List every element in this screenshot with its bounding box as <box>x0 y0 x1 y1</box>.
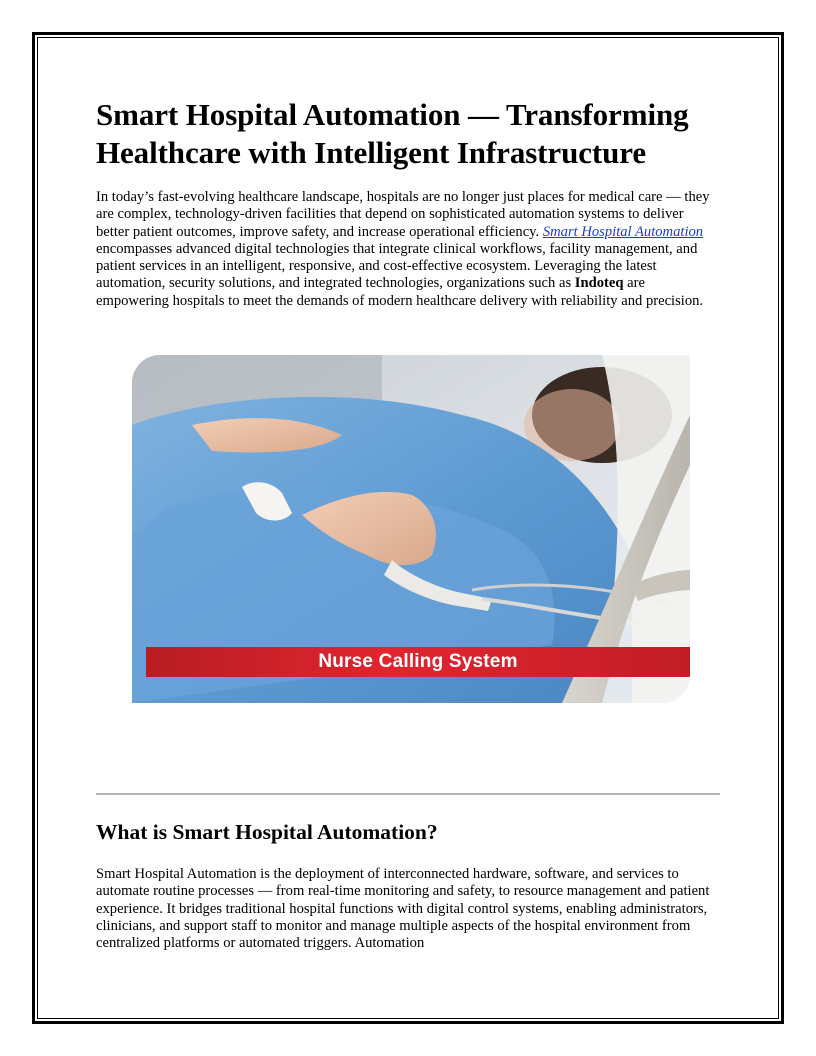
image-banner <box>146 647 690 677</box>
section-paragraph: Smart Hospital Automation is the deployment of interconnected hardware, software, and services to automate routine processes — from real-time monitoring and safety, to resource management and patient experience. It bridges traditional hospital functions with digital control systems, enabling administrators, clinicians, and support staff to monitor and manage multiple aspects of the hospital environment from centralized platforms or automated triggers. Automation <box>96 866 710 952</box>
article-title: Smart Hospital Automation — Transforming Healthcare with Intelligent Infrastructure <box>96 97 689 170</box>
brand-name: Indoteq <box>574 275 624 292</box>
intro-text-2: encompasses advanced digital technologies that integrate clinical workflows, facility management, and patient services in an intelligent, responsive, and cost-effective ecosystem. Leveraging the latest automation, security solutions, and integrated technologies, organizations such as <box>96 240 698 292</box>
section-heading: What is Smart Hospital Automation? <box>96 820 438 844</box>
image-banner-text: Nurse Calling System <box>318 651 518 673</box>
smart-hospital-automation-link[interactable]: Smart Hospital Automation <box>542 223 704 240</box>
section-divider <box>96 793 720 795</box>
article-content <box>96 96 720 703</box>
intro-paragraph <box>96 189 720 310</box>
intro-text-3: are empowering hospitals to meet the demands of modern healthcare delivery with reliability and precision. <box>96 275 704 309</box>
nurse-calling-system-image <box>132 355 690 703</box>
intro-text-1: In today’s fast-evolving healthcare landscape, hospitals are no longer just places for medical care — they are complex, technology-driven facilities that depend on sophisticated automation systems to deliver better patient outcomes, improve safety, and increase operational efficiency. <box>96 189 710 240</box>
